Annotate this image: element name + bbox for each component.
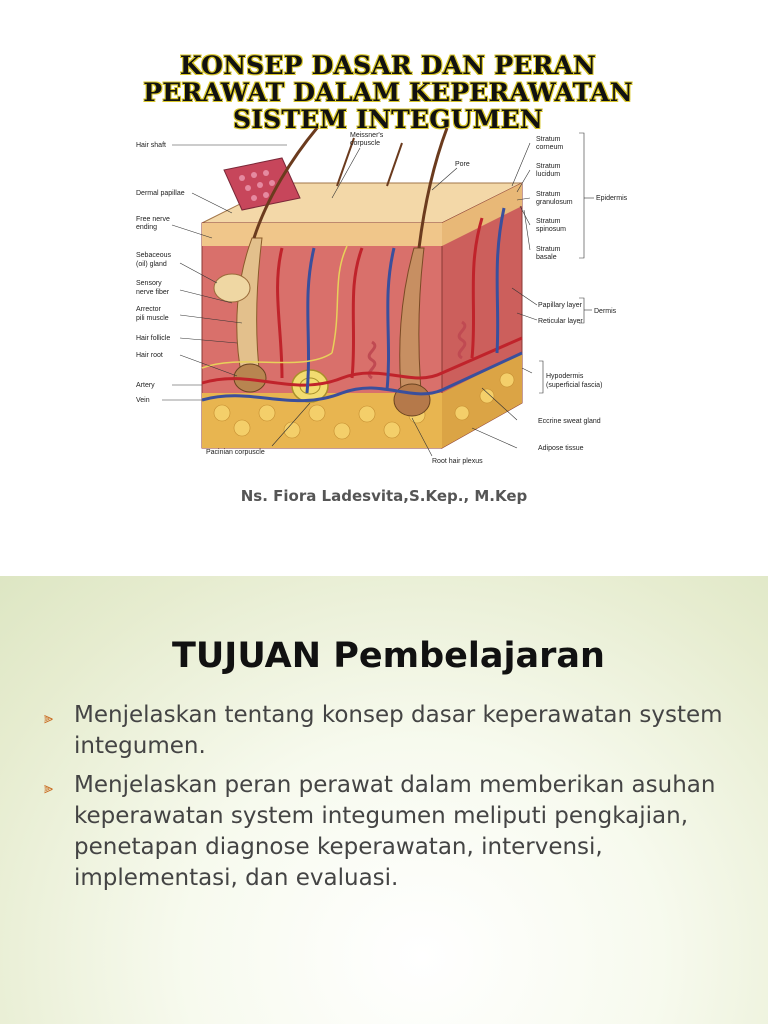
label-pore: Pore [455,161,470,168]
label-corpuscle: corpuscle [350,140,380,147]
bullet-arrow-icon: ⫸ [44,778,54,797]
objectives-list [44,700,744,902]
list-item [44,700,744,762]
bullet-text-1: Menjelaskan tentang konsep dasar keperawatan system integumen. [74,702,723,759]
label-stratum-3: Stratum [536,191,561,198]
label-hair-follicle: Hair follicle [136,335,171,342]
label-hair-shaft: Hair shaft [136,142,166,149]
label-stratum-4: Stratum [536,218,561,225]
title-line-2: PERAWAT DALAM KEPERAWATAN [143,78,633,107]
title-line-3: SISTEM INTEGUMEN [233,105,543,134]
title-line-1: KONSEP DASAR DAN PERAN [179,51,597,80]
label-sensory: Sensory [136,280,162,287]
label-spinosum: spinosum [536,226,566,233]
label-superficial-fascia: (superficial fascia) [546,382,603,389]
list-item [44,770,744,894]
slide-title [100,52,676,133]
label-eccrine: Eccrine sweat gland [538,418,601,425]
slide-2 [0,576,768,1024]
label-dermis: Dermis [594,308,617,315]
label-free-nerve: Free nerve [136,216,170,223]
skin-anatomy-diagram [132,128,632,474]
label-nerve-fiber: nerve fiber [136,289,170,296]
label-lucidum: lucidum [536,171,561,178]
label-corneum: corneum [536,144,564,151]
label-adipose: Adipose tissue [538,445,584,452]
label-stratum-2: Stratum [536,163,561,170]
label-sebaceous: Sebaceous [136,252,172,259]
label-hypodermis: Hypodermis [546,373,584,380]
bullet-text-2: Menjelaskan peran perawat dalam memberikan asuhan keperawatan system integumen meliputi pengkajian, penetapan diagnose keperawatan, intervensi, implementasi, dan evaluasi. [74,772,716,891]
label-hair-root: Hair root [136,352,163,359]
label-stratum-5: Stratum [536,246,561,253]
label-oil-gland: (oil) gland [136,261,167,268]
label-ending: ending [136,224,158,231]
label-papillary: Papillary layer [538,302,582,309]
label-basale: basale [536,254,557,261]
label-pacinian: Pacinian corpuscle [206,449,265,456]
bullet-arrow-icon: ⫸ [44,708,54,727]
label-granulosum: granulosum [536,199,573,206]
label-arrector: Arrector [136,306,161,313]
label-meissners: Meissner's [350,132,384,139]
label-dermal-papillae: Dermal papillae [136,190,185,197]
label-artery: Artery [136,382,155,389]
label-vein: Vein [136,397,150,404]
label-pili-muscle: pili muscle [136,315,169,322]
label-reticular: Reticular layer [538,318,583,325]
objectives-title: TUJUAN Pembelajaran [172,636,605,676]
author-name: Ns. Fiora Ladesvita,S.Kep., M.Kep [240,487,528,505]
label-root-hair-plexus: Root hair plexus [432,458,483,465]
label-stratum-1: Stratum [536,136,561,143]
label-epidermis: Epidermis [596,195,628,202]
